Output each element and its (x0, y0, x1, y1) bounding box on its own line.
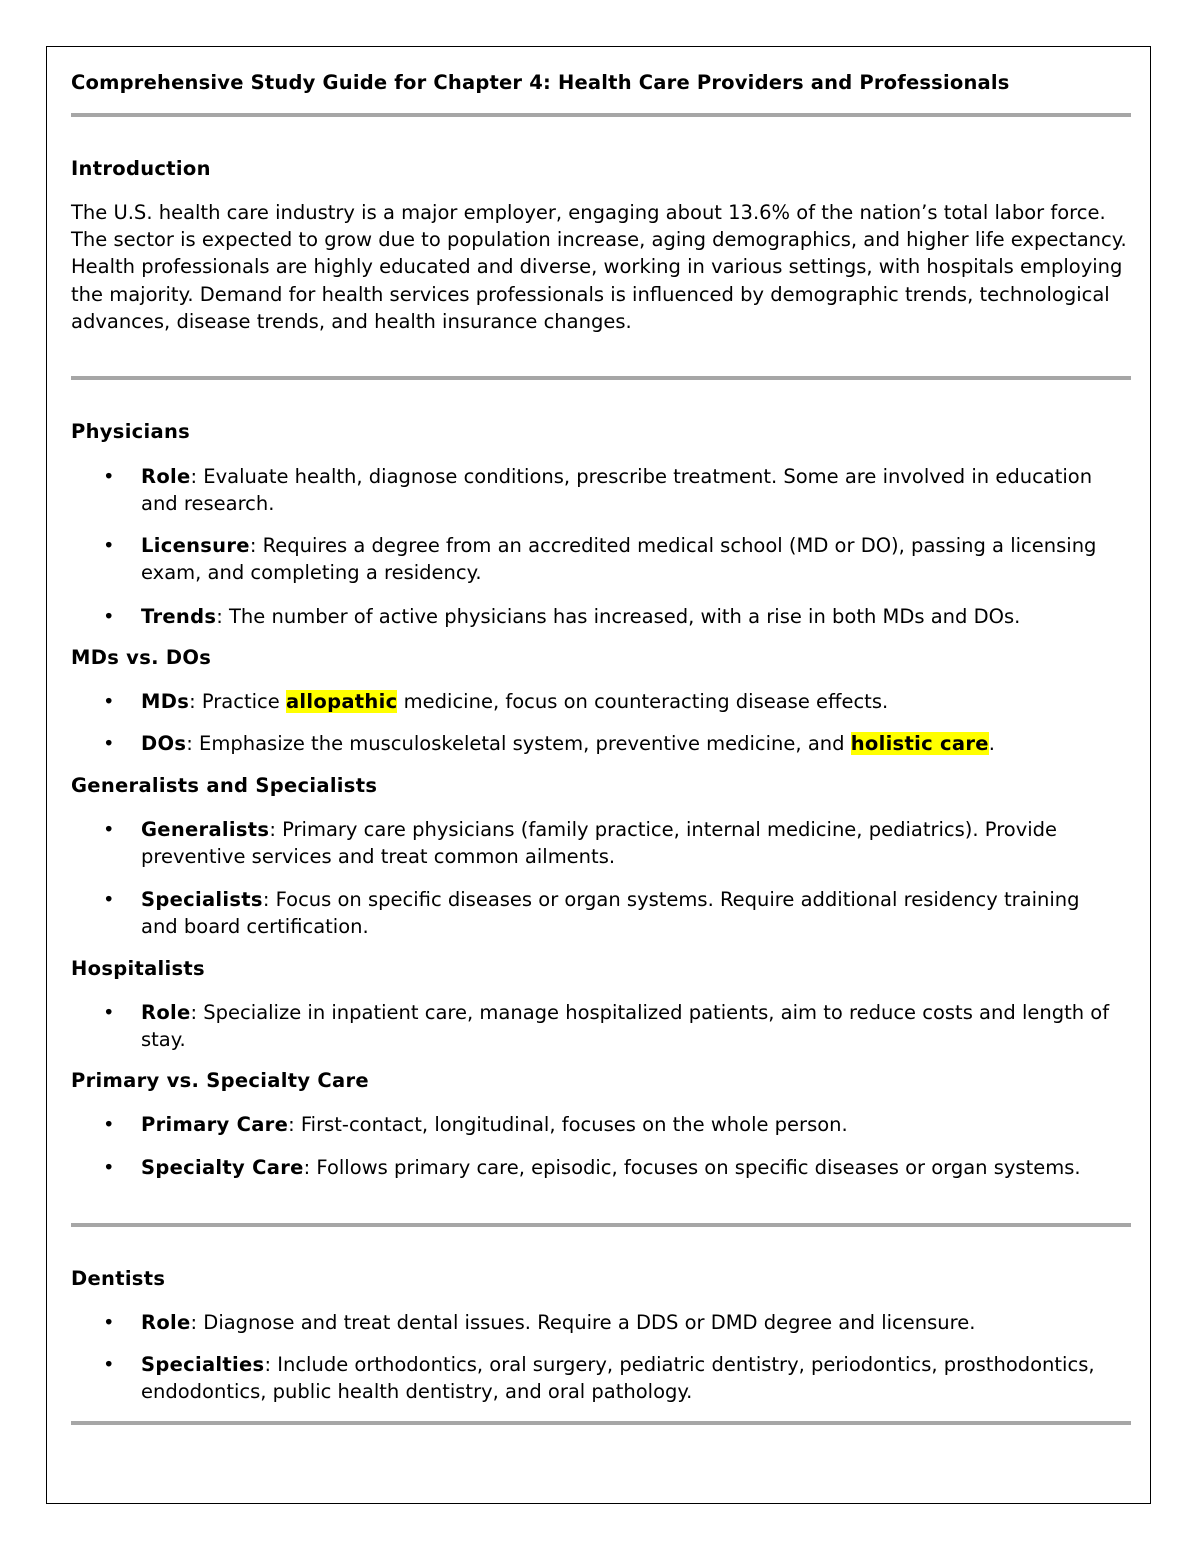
list-item (71, 1309, 1131, 1336)
generalists-specialists-heading: Generalists and Specialists (71, 774, 378, 797)
item-text: : First-contact, longitudinal, focuses on the whole person. (288, 1113, 848, 1136)
physicians-heading: Physicians (71, 420, 191, 443)
list-item (71, 730, 1131, 757)
list-item (71, 816, 1131, 871)
document-title: Comprehensive Study Guide for Chapter 4: Health Care Providers and Professionals (71, 71, 1010, 94)
item-label: Role (141, 465, 191, 488)
item-text: : Evaluate health, diagnose conditions, prescribe treatment. Some are involved in education and research. (141, 465, 1093, 516)
bullet-icon: • (103, 690, 115, 713)
highlighted-term: holistic care (850, 732, 989, 755)
bullet-icon: • (103, 732, 115, 755)
item-label: Specialists (141, 888, 263, 911)
bullet-icon: • (103, 465, 115, 488)
item-label: Role (141, 1001, 191, 1024)
list-item (71, 886, 1131, 941)
item-text: : Primary care physicians (family practice, internal medicine, pediatrics). Provide preventive services and treat common ailments. (141, 818, 1058, 869)
item-text: : Emphasize the musculoskeletal system, preventive medicine, and (186, 732, 851, 755)
item-label: Primary Care (141, 1113, 289, 1136)
item-text: : Practice (189, 690, 286, 713)
item-label: Licensure (141, 534, 250, 557)
list-item (71, 603, 1131, 630)
highlighted-term: allopathic (285, 690, 398, 713)
title-divider (71, 113, 1131, 117)
item-label: Generalists (141, 818, 270, 841)
item-text: medicine, focus on counteracting disease effects. (397, 690, 889, 713)
item-text: : Include orthodontics, oral surgery, pediatric dentistry, periodontics, prosthodontics, endodontics, public health dentistry, and oral pathology. (141, 1353, 1095, 1404)
introduction-heading: Introduction (71, 157, 211, 180)
list-item (71, 1154, 1131, 1181)
list-item (71, 1351, 1131, 1406)
item-text: : Follows primary care, episodic, focuses on specific diseases or organ systems. (303, 1156, 1081, 1179)
item-text: : Specialize in inpatient care, manage hospitalized patients, aim to reduce costs and length of stay. (141, 1001, 1110, 1052)
hospitalists-heading: Hospitalists (71, 957, 205, 980)
bullet-icon: • (103, 818, 115, 841)
document-page (46, 46, 1151, 1504)
primary-specialty-heading: Primary vs. Specialty Care (71, 1069, 369, 1092)
item-label: Specialty Care (141, 1156, 304, 1179)
list-item (71, 688, 1131, 715)
item-label: MDs (141, 690, 190, 713)
list-item (71, 999, 1131, 1054)
bullet-icon: • (103, 605, 115, 628)
bullet-icon: • (103, 1353, 115, 1376)
bullet-icon: • (103, 1001, 115, 1024)
item-label: Trends (141, 605, 217, 628)
item-text: . (988, 732, 995, 755)
list-item (71, 532, 1131, 587)
bullet-icon: • (103, 1311, 115, 1334)
dentists-heading: Dentists (71, 1267, 166, 1290)
item-label: Role (141, 1311, 191, 1334)
bullet-icon: • (103, 1156, 115, 1179)
item-label: DOs (141, 732, 187, 755)
item-text: : The number of active physicians has increased, with a rise in both MDs and DOs. (216, 605, 1021, 628)
bullet-icon: • (103, 534, 115, 557)
item-label: Specialties (141, 1353, 265, 1376)
bullet-icon: • (103, 888, 115, 911)
physicians-divider (71, 1223, 1131, 1227)
item-text: : Diagnose and treat dental issues. Require a DDS or DMD degree and licensure. (190, 1311, 976, 1334)
bullet-icon: • (103, 1113, 115, 1136)
item-text: : Requires a degree from an accredited medical school (MD or DO), passing a licensing exam, and completing a residency. (141, 534, 1097, 585)
list-item (71, 463, 1131, 518)
mds-vs-dos-heading: MDs vs. DOs (71, 646, 212, 669)
list-item (71, 1111, 1131, 1138)
item-text: : Focus on specific diseases or organ systems. Require additional residency training and board certification. (141, 888, 1080, 939)
introduction-paragraph: The U.S. health care industry is a major employer, engaging about 13.6% of the nation’s total labor force. The sector is expected to grow due to population increase, aging demographics, and higher life expectancy. Health professionals are highly educated and diverse, working in various settings, with hospitals employing the majority. Demand for health services professionals is influenced by demographic trends, technological advances, disease trends, and health insurance changes. (71, 201, 1127, 333)
introduction-divider (71, 376, 1131, 380)
dentists-divider (71, 1421, 1131, 1425)
